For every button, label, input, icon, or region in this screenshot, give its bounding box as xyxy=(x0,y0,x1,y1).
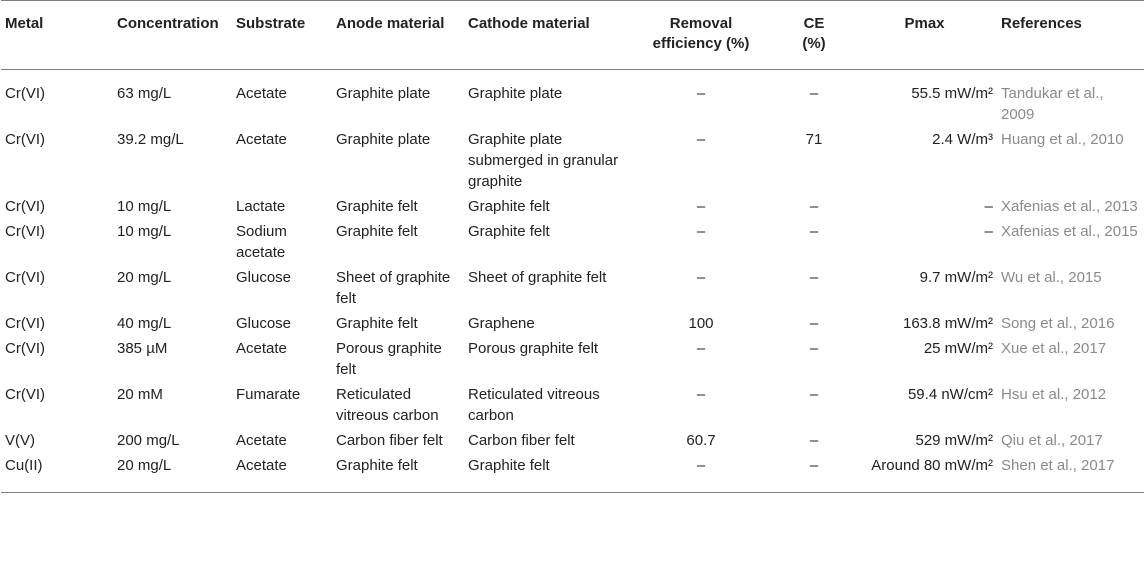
metal-removal-table xyxy=(1,0,1144,493)
cell-substrate: Acetate xyxy=(236,457,287,474)
cell-cathode-material: Graphene xyxy=(468,315,535,332)
cell-anode-material: Porous graphite felt xyxy=(336,340,442,378)
cell-removal-efficiency: – xyxy=(696,85,706,102)
table-row xyxy=(1,313,1144,338)
table-row xyxy=(1,384,1144,430)
header-removal-line2: efficiency (%) xyxy=(652,35,750,52)
cell-removal-efficiency: 100 xyxy=(688,315,714,332)
cell-ce: – xyxy=(809,340,819,357)
cell-pmax: 55.5 mW/m² xyxy=(911,85,993,102)
cell-ce: 71 xyxy=(805,131,823,148)
cell-metal: V(V) xyxy=(5,432,35,449)
cell-anode-material: Graphite plate xyxy=(336,131,431,148)
cell-metal: Cr(VI) xyxy=(5,269,45,286)
cell-concentration: 20 mg/L xyxy=(117,457,172,474)
cell-reference[interactable]: Xafenias et al., 2015 xyxy=(1001,223,1138,240)
header-references: References xyxy=(1001,15,1082,32)
cell-reference[interactable]: Xafenias et al., 2013 xyxy=(1001,198,1138,215)
cell-removal-efficiency: – xyxy=(696,386,706,403)
table-row xyxy=(1,70,1144,130)
cell-ce: – xyxy=(809,457,819,474)
cell-pmax: Around 80 mW/m² xyxy=(871,457,993,474)
cell-metal: Cr(VI) xyxy=(5,340,45,357)
cell-reference[interactable]: Wu et al., 2015 xyxy=(1001,269,1102,286)
cell-ce: – xyxy=(809,223,819,240)
cell-ce: – xyxy=(809,85,819,102)
cell-ce: – xyxy=(809,269,819,286)
cell-pmax: – xyxy=(984,198,993,215)
cell-ce: – xyxy=(809,432,819,449)
table-row xyxy=(1,338,1144,384)
cell-anode-material: Reticulated vitreous carbon xyxy=(336,386,439,424)
cell-removal-efficiency: – xyxy=(696,269,706,286)
header-substrate: Substrate xyxy=(236,15,306,32)
cell-concentration: 20 mM xyxy=(117,386,163,403)
cell-concentration: 20 mg/L xyxy=(117,269,172,286)
cell-concentration: 40 mg/L xyxy=(117,315,172,332)
cell-reference[interactable]: Huang et al., 2010 xyxy=(1001,131,1124,148)
cell-ce: – xyxy=(809,198,819,215)
cell-substrate: Glucose xyxy=(236,315,292,332)
header-concentration: Concentration xyxy=(117,15,219,32)
cell-reference[interactable]: Xue et al., 2017 xyxy=(1001,340,1107,357)
cell-substrate: Acetate xyxy=(236,340,287,357)
cell-ce: – xyxy=(809,386,819,403)
cell-anode-material: Graphite felt xyxy=(336,198,418,215)
cell-pmax: 59.4 nW/cm² xyxy=(907,386,993,403)
cell-removal-efficiency: – xyxy=(696,223,706,240)
cell-concentration: 63 mg/L xyxy=(117,85,172,102)
cell-metal: Cr(VI) xyxy=(5,386,45,403)
cell-pmax: 163.8 mW/m² xyxy=(902,315,993,332)
header-metal: Metal xyxy=(5,15,44,32)
cell-anode-material: Graphite felt xyxy=(336,315,418,332)
header-row xyxy=(1,1,1144,70)
cell-anode-material: Graphite felt xyxy=(336,223,418,240)
cell-pmax: 9.7 mW/m² xyxy=(919,269,993,286)
header-ce-line2: (%) xyxy=(802,35,826,52)
cell-ce: – xyxy=(809,315,819,332)
cell-substrate: Fumarate xyxy=(236,386,301,403)
cell-metal: Cr(VI) xyxy=(5,223,45,240)
header-pmax: Pmax xyxy=(904,15,945,32)
table-row xyxy=(1,430,1144,455)
cell-cathode-material: Graphite felt xyxy=(468,198,550,215)
cell-pmax: 25 mW/m² xyxy=(923,340,993,357)
cell-pmax: 529 mW/m² xyxy=(915,432,993,449)
cell-concentration: 39.2 mg/L xyxy=(117,131,184,148)
cell-reference[interactable]: Hsu et al., 2012 xyxy=(1001,386,1107,403)
cell-cathode-material: Graphite felt xyxy=(468,457,550,474)
cell-concentration: 200 mg/L xyxy=(117,432,180,449)
cell-removal-efficiency: – xyxy=(696,198,706,215)
cell-cathode-material: Sheet of graphite felt xyxy=(468,269,607,286)
header-cathode-material: Cathode material xyxy=(468,15,590,32)
table-row xyxy=(1,221,1144,267)
cell-substrate: Sodium acetate xyxy=(236,223,287,261)
cell-reference[interactable]: Qiu et al., 2017 xyxy=(1001,432,1103,449)
cell-cathode-material: Graphite plate submerged in granular graphite xyxy=(468,131,619,190)
cell-cathode-material: Reticulated vitreous carbon xyxy=(468,386,600,424)
cell-substrate: Acetate xyxy=(236,131,287,148)
header-ce-line1: CE xyxy=(803,15,825,32)
cell-metal: Cr(VI) xyxy=(5,85,45,102)
cell-anode-material: Graphite felt xyxy=(336,457,418,474)
table-row xyxy=(1,267,1144,313)
cell-removal-efficiency: – xyxy=(696,131,706,148)
cell-metal: Cr(VI) xyxy=(5,315,45,332)
table-body xyxy=(1,70,1144,493)
cell-concentration: 10 mg/L xyxy=(117,198,172,215)
header-anode-material: Anode material xyxy=(336,15,445,32)
cell-cathode-material: Graphite felt xyxy=(468,223,550,240)
cell-anode-material: Carbon fiber felt xyxy=(336,432,443,449)
cell-reference[interactable]: Song et al., 2016 xyxy=(1001,315,1115,332)
cell-cathode-material: Porous graphite felt xyxy=(468,340,599,357)
cell-anode-material: Graphite plate xyxy=(336,85,431,102)
cell-reference[interactable]: Tandukar et al., 2009 xyxy=(1001,85,1104,123)
header-removal-efficiency xyxy=(626,1,776,70)
table-row xyxy=(1,196,1144,221)
cell-removal-efficiency: – xyxy=(696,340,706,357)
header-removal-line1: Removal xyxy=(669,15,733,32)
cell-substrate: Lactate xyxy=(236,198,286,215)
header-ce xyxy=(776,1,852,70)
cell-cathode-material: Graphite plate xyxy=(468,85,563,102)
cell-cathode-material: Carbon fiber felt xyxy=(468,432,575,449)
cell-metal: Cr(VI) xyxy=(5,198,45,215)
cell-pmax: – xyxy=(984,223,993,240)
cell-substrate: Acetate xyxy=(236,85,287,102)
table-row xyxy=(1,455,1144,493)
cell-anode-material: Sheet of graphite felt xyxy=(336,269,451,307)
cell-concentration: 385 µM xyxy=(117,340,168,357)
cell-reference[interactable]: Shen et al., 2017 xyxy=(1001,457,1115,474)
cell-substrate: Acetate xyxy=(236,432,287,449)
cell-removal-efficiency: 60.7 xyxy=(686,432,716,449)
cell-removal-efficiency: – xyxy=(696,457,706,474)
cell-metal: Cr(VI) xyxy=(5,131,45,148)
cell-metal: Cu(II) xyxy=(5,457,43,474)
cell-substrate: Glucose xyxy=(236,269,292,286)
cell-pmax: 2.4 W/m³ xyxy=(932,131,993,148)
cell-concentration: 10 mg/L xyxy=(117,223,172,240)
table-row xyxy=(1,129,1144,196)
